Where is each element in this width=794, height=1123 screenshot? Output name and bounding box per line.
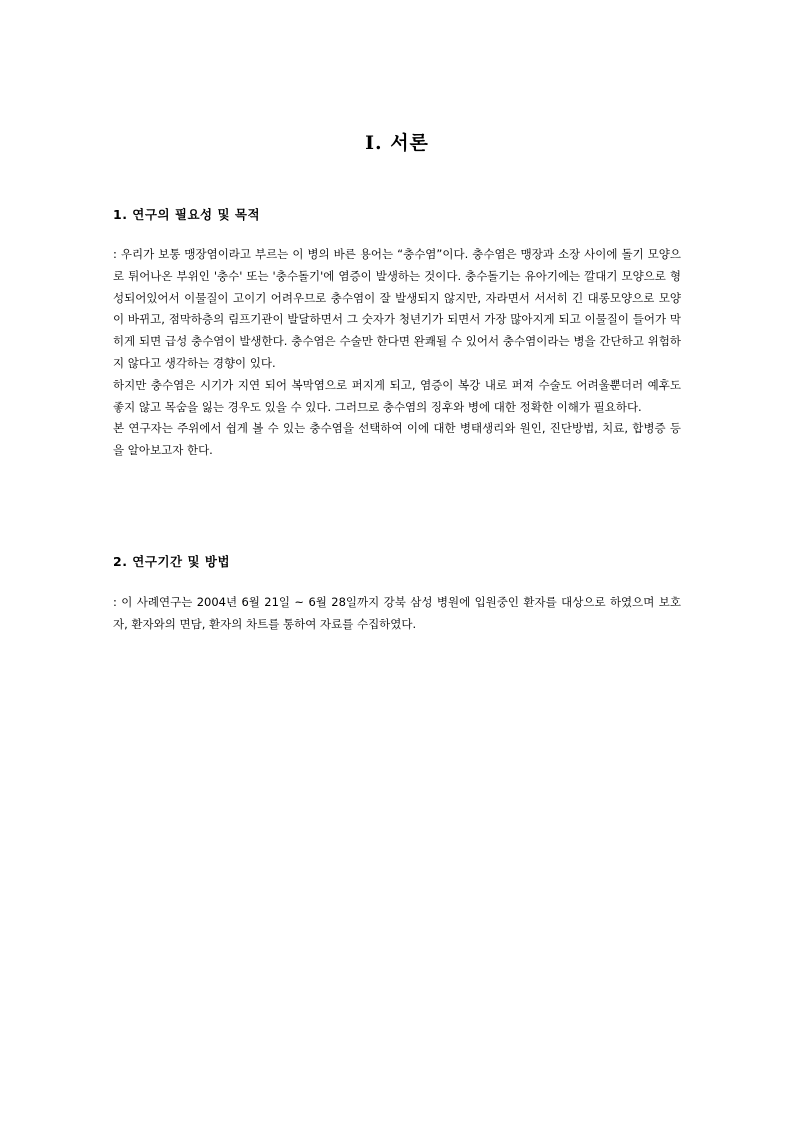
paragraph: 본 연구자는 주위에서 쉽게 볼 수 있는 충수염을 선택하여 이에 대한 병태생리와 원인, 진단방법, 치료, 합병증 등을 알아보고자 한다. [113,421,681,458]
page-title: Ⅰ. 서론 [365,132,429,154]
section-heading-method: 2. 연구기간 및 방법 [113,554,231,569]
section-heading-purpose: 1. 연구의 필요성 및 목적 [113,207,261,222]
section-body-purpose [113,244,681,462]
section-body-method [113,592,681,636]
paragraph: : 우리가 보통 맹장염이라고 부르는 이 병의 바른 용어는 “충수염”이다. 충수염은 맹장과 소장 사이에 돌기 모양으로 튀어나온 부위인 '충수' 또는 '충수돌기'에 염증이 발생하는 것이다. 충수돌기는 유아기에는 깔대기 모양으로 형성되어있어서 이물질이 고이기 어려우므로 충수염이 잘 발생되지 않지만, 자라면서 서서히 긴 대롱모양으로 모양이 바뀌고, 점막하층의 림프기관이 발달하면서 그 숫자가 청년기가 되면서 가장 많아지게 되고 이물질이 들어가 막히게 되면 급성 충수염이 발생한다. 충수염은 수술만 한다면 완쾌될 수 있어서 충수염이라는 병을 간단하고 위험하지 않다고 생각하는 경향이 있다. [113,247,681,370]
paragraph: : 이 사례연구는 2004년 6월 21일 ~ 6월 28일까지 강북 삼성 병원에 입원중인 환자를 대상으로 하였으며 보호자, 환자와의 면담, 환자의 차트를 통하여 자료를 수집하였다. [113,595,681,631]
paragraph: 하지만 충수염은 시기가 지연 되어 복막염으로 퍼지게 되고, 염증이 복강 내로 퍼져 수술도 어려울뿐더러 예후도 좋지 않고 목숨을 잃는 경우도 있을 수 있다. 그러므로 충수염의 징후와 병에 대한 정확한 이해가 필요하다. [113,377,681,414]
